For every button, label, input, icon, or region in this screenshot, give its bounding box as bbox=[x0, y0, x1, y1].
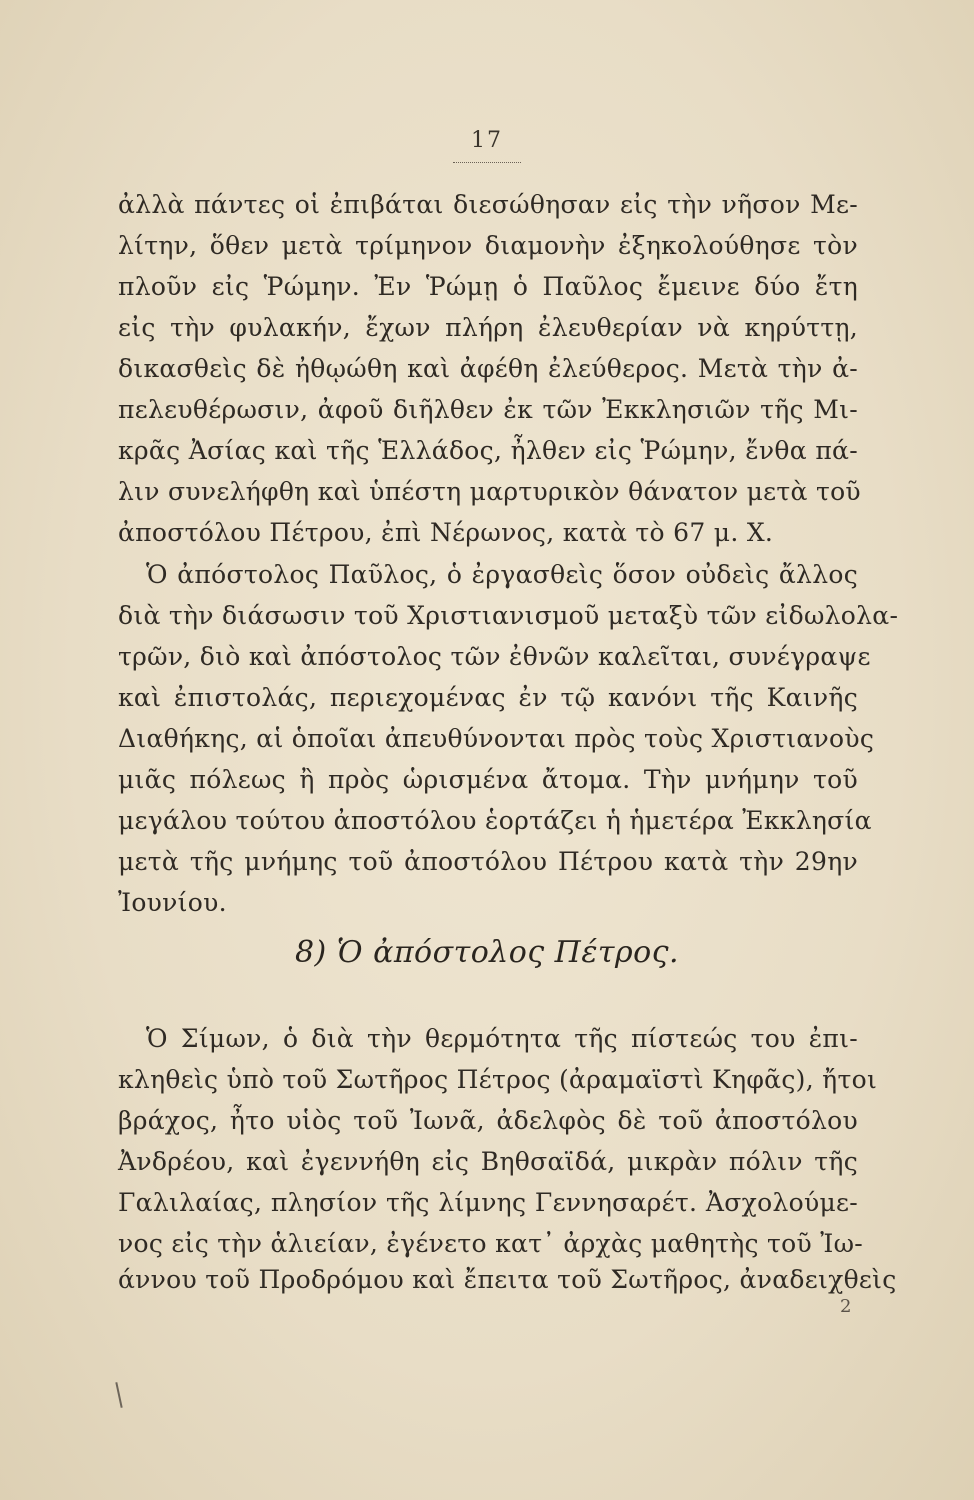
text-line: κρᾶς Ἀσίας καὶ τῆς Ἑλλάδος, ἦλθεν εἰς Ῥώμην, ἔνθα πά- bbox=[118, 436, 858, 465]
text-line: μεγάλου τούτου ἀποστόλου ἑορτάζει ἡ ἡμετέρα Ἐκκλησία bbox=[118, 806, 872, 835]
text-line: βράχος, ἦτο υἱὸς τοῦ Ἰωνᾶ, ἀδελφὸς δὲ τοῦ ἀποστόλου bbox=[118, 1106, 858, 1135]
text-line: μετὰ τῆς μνήμης τοῦ ἀποστόλου Πέτρου κατὰ τὴν 29ην bbox=[118, 847, 858, 876]
text-line: μιᾶς πόλεως ἢ πρὸς ὡρισμένα ἄτομα. Τὴν μνήμην τοῦ bbox=[118, 765, 858, 794]
text-line: πλοῦν εἰς Ῥώμην. Ἐν Ῥώμῃ ὁ Παῦλος ἔμεινε δύο ἔτη bbox=[118, 272, 858, 301]
text-line: κληθεὶς ὑπὸ τοῦ Σωτῆρος Πέτρος (ἀραμαϊστὶ Κηφᾶς), ἤτοι bbox=[118, 1065, 878, 1094]
text-line: πελευθέρωσιν, ἀφοῦ διῆλθεν ἐκ τῶν Ἐκκλησιῶν τῆς Μι- bbox=[118, 395, 858, 424]
text-line: Διαθήκης, αἱ ὁποῖαι ἀπευθύνονται πρὸς τοὺς Χριστιανοὺς bbox=[118, 724, 875, 753]
text-line: Ὁ Σίμων, ὁ διὰ τὴν θερμότητα τῆς πίστεώς του ἐπι- bbox=[146, 1024, 858, 1053]
text-line: Ὁ ἀπόστολος Παῦλος, ὁ ἐργασθεὶς ὅσον οὐδεὶς ἄλλος bbox=[146, 560, 858, 589]
ink-mark bbox=[115, 1382, 122, 1408]
text-line: τρῶν, διὸ καὶ ἀπόστολος τῶν ἐθνῶν καλεῖται, συνέγραψε bbox=[118, 642, 871, 671]
text-line: Γαλιλαίας, πλησίον τῆς λίμνης Γεννησαρέτ. Ἀσχολούμε- bbox=[118, 1188, 858, 1217]
text-line: εἰς τὴν φυλακήν, ἔχων πλήρη ἐλευθερίαν νὰ κηρύττῃ, bbox=[118, 313, 858, 342]
text-line: άννου τοῦ Προδρόμου καὶ ἔπειτα τοῦ Σωτῆρος, ἀναδειχθεὶς bbox=[118, 1265, 897, 1294]
page-number-rule bbox=[453, 162, 521, 163]
text-line: λιν συνελήφθη καὶ ὑπέστη μαρτυρικὸν θάνατον μετὰ τοῦ bbox=[118, 477, 861, 506]
text-line: διὰ τὴν διάσωσιν τοῦ Χριστιανισμοῦ μεταξὺ τῶν εἰδωλολα- bbox=[118, 601, 899, 630]
text-line: δικασθεὶς δὲ ἠθῳώθη καὶ ἀφέθη ἐλεύθερος. Μετὰ τὴν ἀ- bbox=[118, 354, 858, 383]
text-line: λίτην, ὅθεν μετὰ τρίμηνον διαμονὴν ἐξηκολούθησε τὸν bbox=[118, 231, 858, 260]
text-line: Ἰουνίου. bbox=[118, 888, 227, 917]
section-heading: 8) Ὁ ἀπόστολος Πέτρος. bbox=[294, 935, 680, 970]
text-line: καὶ ἐπιστολάς, περιεχομένας ἐν τῷ κανόνι τῆς Καινῆς bbox=[118, 683, 858, 712]
page-number: 17 bbox=[471, 128, 503, 153]
text-line: ἀποστόλου Πέτρου, ἐπὶ Νέρωνος, κατὰ τὸ 67 μ. Χ. bbox=[118, 518, 774, 547]
text-line: Ἀνδρέου, καὶ ἐγεννήθη εἰς Βηθσαϊδά, μικρὰν πόλιν τῆς bbox=[118, 1147, 858, 1176]
text-line: ἀλλὰ πάντες οἱ ἐπιβάται διεσώθησαν εἰς τὴν νῆσον Με- bbox=[118, 190, 858, 219]
text-line: νος εἰς τὴν ἁλιείαν, ἐγένετο κατ᾽ ἀρχὰς μαθητὴς τοῦ Ἰω- bbox=[118, 1229, 864, 1258]
signature-mark: 2 bbox=[840, 1296, 852, 1317]
